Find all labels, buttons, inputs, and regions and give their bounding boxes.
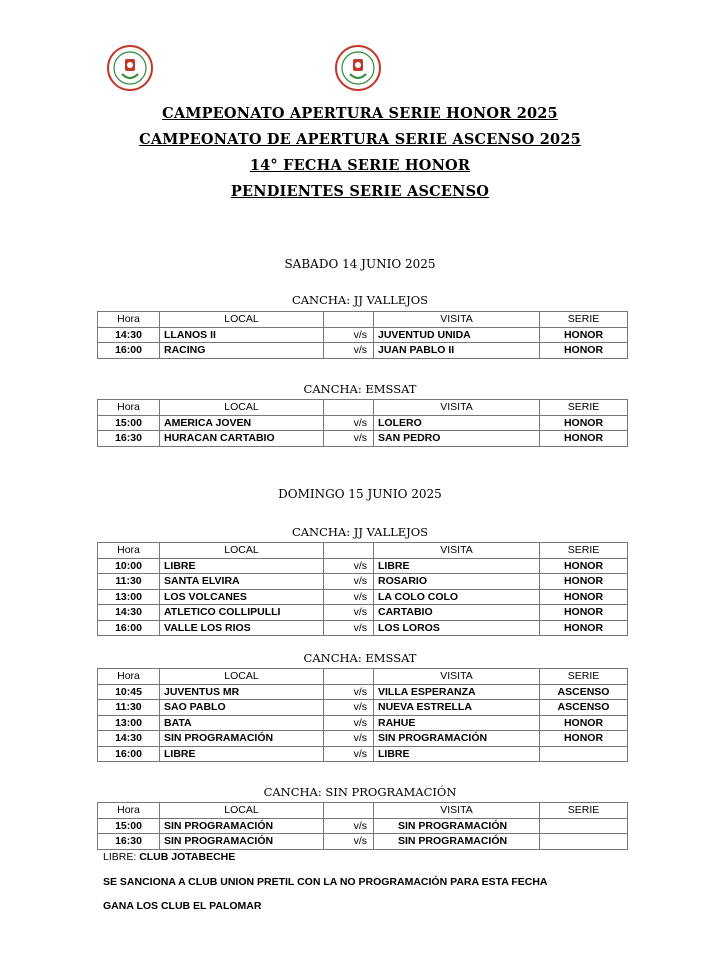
col-visita: VISITA [374, 543, 540, 559]
serie-cell: HONOR [540, 715, 628, 731]
serie-cell [540, 746, 628, 762]
winner-note: GANA LOS CLUB EL PALOMAR [103, 900, 262, 912]
local-cell: HURACAN CARTABIO [160, 431, 324, 447]
vs-cell: v/s [324, 343, 374, 359]
local-cell: SIN PROGRAMACIÓN [160, 834, 324, 850]
vs-cell: v/s [324, 574, 374, 590]
libre-label: LIBRE: [103, 851, 137, 863]
col-local: LOCAL [160, 400, 324, 416]
hora-cell: 15:00 [98, 818, 160, 834]
hora-cell: 14:30 [98, 731, 160, 747]
hora-cell: 16:30 [98, 834, 160, 850]
vs-cell: v/s [324, 589, 374, 605]
local-cell: LIBRE [160, 558, 324, 574]
visita-cell: JUVENTUD UNIDA [374, 327, 540, 343]
hora-cell: 11:30 [98, 574, 160, 590]
hora-cell: 10:45 [98, 684, 160, 700]
table-row [98, 327, 628, 343]
serie-cell: HONOR [540, 558, 628, 574]
table-row [98, 834, 628, 850]
local-cell: RACING [160, 343, 324, 359]
table-row [98, 605, 628, 621]
table-header-row [98, 400, 628, 416]
venue-title: CANCHA: SIN PROGRAMACIÓN [263, 785, 457, 799]
col-serie: SERIE [540, 312, 628, 328]
col-hora: Hora [98, 400, 160, 416]
local-cell: LLANOS II [160, 327, 324, 343]
hora-cell: 10:00 [98, 558, 160, 574]
local-cell: BATA [160, 715, 324, 731]
heading-line-1: CAMPEONATO APERTURA SERIE HONOR 2025 [162, 105, 558, 122]
serie-cell: HONOR [540, 620, 628, 636]
col-local: LOCAL [160, 803, 324, 819]
table-row [98, 343, 628, 359]
vs-cell: v/s [324, 731, 374, 747]
visita-cell: NUEVA ESTRELLA [374, 700, 540, 716]
local-cell: SIN PROGRAMACIÓN [160, 731, 324, 747]
visita-cell: SIN PROGRAMACIÓN [374, 731, 540, 747]
vs-cell: v/s [324, 834, 374, 850]
visita-cell: LA COLO COLO [374, 589, 540, 605]
schedule-table [97, 802, 628, 850]
heading-line-2: CAMPEONATO DE APERTURA SERIE ASCENSO 2025 [139, 131, 581, 148]
vs-cell: v/s [324, 700, 374, 716]
col-visita: VISITA [374, 400, 540, 416]
serie-cell [540, 818, 628, 834]
vs-cell: v/s [324, 620, 374, 636]
hora-cell: 14:30 [98, 327, 160, 343]
col-visita: VISITA [374, 312, 540, 328]
col-hora: Hora [98, 669, 160, 685]
vs-cell: v/s [324, 327, 374, 343]
serie-cell: HONOR [540, 415, 628, 431]
libre-note [103, 851, 235, 863]
local-cell: VALLE LOS RIOS [160, 620, 324, 636]
visita-cell: LIBRE [374, 746, 540, 762]
serie-cell: HONOR [540, 589, 628, 605]
vs-cell: v/s [324, 746, 374, 762]
visita-cell: SIN PROGRAMACIÓN [374, 834, 540, 850]
local-cell: SANTA ELVIRA [160, 574, 324, 590]
table-row [98, 818, 628, 834]
vs-cell: v/s [324, 558, 374, 574]
vs-cell: v/s [324, 431, 374, 447]
table-header-row [98, 669, 628, 685]
vs-cell: v/s [324, 715, 374, 731]
table-row [98, 431, 628, 447]
serie-cell: HONOR [540, 327, 628, 343]
serie-cell: HONOR [540, 574, 628, 590]
local-cell: LIBRE [160, 746, 324, 762]
visita-cell: SAN PEDRO [374, 431, 540, 447]
visita-cell: LOS LOROS [374, 620, 540, 636]
serie-cell: HONOR [540, 343, 628, 359]
local-cell: SAO PABLO [160, 700, 324, 716]
heading-line-4: PENDIENTES SERIE ASCENSO [230, 183, 490, 200]
table-header-row [98, 543, 628, 559]
col-vs [324, 543, 374, 559]
sanction-note: SE SANCIONA A CLUB UNION PRETIL CON LA NO PROGRAMACIÓN PARA ESTA FECHA [103, 876, 548, 888]
table-row [98, 574, 628, 590]
visita-cell: RAHUE [374, 715, 540, 731]
col-visita: VISITA [374, 669, 540, 685]
local-cell: ATLETICO COLLIPULLI [160, 605, 324, 621]
libre-club: CLUB JOTABECHE [139, 851, 236, 863]
venue-title: CANCHA: EMSSAT [303, 651, 417, 665]
serie-cell: HONOR [540, 431, 628, 447]
local-cell: AMERICA JOVEN [160, 415, 324, 431]
col-local: LOCAL [160, 312, 324, 328]
association-logo [106, 44, 154, 92]
hora-cell: 16:30 [98, 431, 160, 447]
table-row [98, 415, 628, 431]
table-header-row [98, 312, 628, 328]
day-title: DOMINGO 15 JUNIO 2025 [278, 487, 442, 501]
hora-cell: 16:00 [98, 620, 160, 636]
local-cell: SIN PROGRAMACIÓN [160, 818, 324, 834]
col-local: LOCAL [160, 543, 324, 559]
vs-cell: v/s [324, 684, 374, 700]
serie-cell: HONOR [540, 605, 628, 621]
local-cell: LOS VOLCANES [160, 589, 324, 605]
hora-cell: 11:30 [98, 700, 160, 716]
hora-cell: 13:00 [98, 715, 160, 731]
venue-title: CANCHA: EMSSAT [303, 382, 417, 396]
table-row [98, 589, 628, 605]
visita-cell: SIN PROGRAMACIÓN [374, 818, 540, 834]
serie-cell: ASCENSO [540, 684, 628, 700]
serie-cell: ASCENSO [540, 700, 628, 716]
col-hora: Hora [98, 312, 160, 328]
table-row [98, 715, 628, 731]
vs-cell: v/s [324, 415, 374, 431]
hora-cell: 14:30 [98, 605, 160, 621]
serie-cell: HONOR [540, 731, 628, 747]
visita-cell: VILLA ESPERANZA [374, 684, 540, 700]
schedule-table [97, 542, 628, 636]
col-vs [324, 669, 374, 685]
col-visita: VISITA [374, 803, 540, 819]
schedule-table [97, 311, 628, 359]
col-vs [324, 312, 374, 328]
day-title: SABADO 14 JUNIO 2025 [284, 257, 436, 271]
col-vs [324, 400, 374, 416]
hora-cell: 16:00 [98, 746, 160, 762]
table-row [98, 620, 628, 636]
table-row [98, 684, 628, 700]
col-hora: Hora [98, 803, 160, 819]
association-logo [334, 44, 382, 92]
table-row [98, 746, 628, 762]
heading-line-3: 14° FECHA SERIE HONOR [249, 157, 471, 174]
serie-cell [540, 834, 628, 850]
document-headings [0, 101, 720, 205]
table-header-row [98, 803, 628, 819]
col-serie: SERIE [540, 669, 628, 685]
col-vs [324, 803, 374, 819]
hora-cell: 16:00 [98, 343, 160, 359]
visita-cell: JUAN PABLO II [374, 343, 540, 359]
venue-title: CANCHA: JJ VALLEJOS [291, 525, 429, 539]
schedule-table [97, 399, 628, 447]
visita-cell: CARTABIO [374, 605, 540, 621]
table-row [98, 731, 628, 747]
col-serie: SERIE [540, 803, 628, 819]
col-local: LOCAL [160, 669, 324, 685]
col-serie: SERIE [540, 400, 628, 416]
schedule-table [97, 668, 628, 762]
visita-cell: LIBRE [374, 558, 540, 574]
venue-title: CANCHA: JJ VALLEJOS [291, 293, 429, 307]
col-serie: SERIE [540, 543, 628, 559]
table-row [98, 700, 628, 716]
hora-cell: 15:00 [98, 415, 160, 431]
visita-cell: ROSARIO [374, 574, 540, 590]
visita-cell: LOLERO [374, 415, 540, 431]
table-row [98, 558, 628, 574]
local-cell: JUVENTUS MR [160, 684, 324, 700]
vs-cell: v/s [324, 818, 374, 834]
vs-cell: v/s [324, 605, 374, 621]
hora-cell: 13:00 [98, 589, 160, 605]
col-hora: Hora [98, 543, 160, 559]
